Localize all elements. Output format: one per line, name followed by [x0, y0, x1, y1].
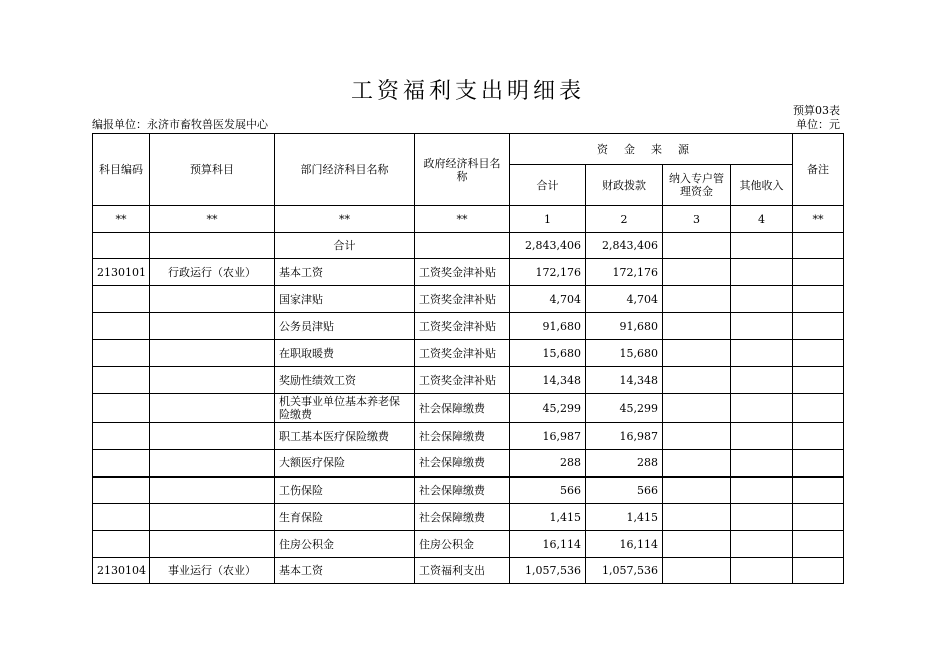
- cell-gov-econ: 社会保障缴费: [415, 504, 510, 531]
- cell-subject: [150, 531, 275, 558]
- cell-total: 4,704: [510, 286, 586, 313]
- cell-subject: [150, 477, 275, 504]
- header-dept-econ: 部门经济科目名称: [275, 134, 415, 206]
- cell-other: [731, 367, 793, 394]
- cell-total: 15,680: [510, 340, 586, 367]
- cell-other: [731, 504, 793, 531]
- cell-code: [93, 313, 150, 340]
- table-row: [93, 367, 844, 394]
- cell-special: [663, 450, 731, 477]
- cell-remark: [793, 340, 844, 367]
- cell-special: [663, 394, 731, 423]
- cell-dept-econ: 住房公积金: [275, 531, 415, 558]
- cell-code: [93, 531, 150, 558]
- cell-subject: 事业运行（农业）: [150, 558, 275, 584]
- cell-remark: [793, 233, 844, 259]
- table-row: [93, 394, 844, 423]
- cell-other: [731, 477, 793, 504]
- cell-code: [93, 233, 150, 259]
- cell-total: 45,299: [510, 394, 586, 423]
- header-funding-source: 资金来源: [510, 134, 793, 165]
- table-row: [93, 340, 844, 367]
- header-fiscal: 财政拨款: [586, 165, 663, 206]
- cell-dept-econ: 公务员津贴: [275, 313, 415, 340]
- page-title: 工资福利支出明细表: [350, 79, 585, 104]
- cell-fiscal: 91,680: [586, 313, 663, 340]
- header-budget-subject: 预算科目: [150, 134, 275, 206]
- cell-remark: [793, 450, 844, 477]
- table-row: [93, 423, 844, 450]
- cell-remark: [793, 286, 844, 313]
- cell-code: 2130101: [93, 259, 150, 286]
- header-gov-econ: 政府经济科目名称: [415, 134, 510, 206]
- table-row: [93, 477, 844, 504]
- reporting-unit: 编报单位：永济市畜牧兽医发展中心: [92, 118, 268, 131]
- cell-code: [93, 477, 150, 504]
- index-cell: **: [415, 206, 510, 233]
- cell-remark: [793, 531, 844, 558]
- cell-subject: [150, 394, 275, 423]
- cell-gov-econ: 工资奖金津补贴: [415, 340, 510, 367]
- cell-fiscal: 1,415: [586, 504, 663, 531]
- cell-total: 14,348: [510, 367, 586, 394]
- cell-special: [663, 558, 731, 584]
- cell-subject: [150, 313, 275, 340]
- cell-code: [93, 394, 150, 423]
- cell-subject: [150, 340, 275, 367]
- index-cell: 2: [586, 206, 663, 233]
- table-row: [93, 531, 844, 558]
- table-row: [93, 450, 844, 477]
- cell-gov-econ: 工资奖金津补贴: [415, 286, 510, 313]
- cell-dept-econ: 在职取暖费: [275, 340, 415, 367]
- cell-subject: [150, 367, 275, 394]
- table-row: [93, 313, 844, 340]
- cell-fiscal: 15,680: [586, 340, 663, 367]
- index-cell: **: [275, 206, 415, 233]
- table-row: [93, 504, 844, 531]
- cell-subject: [150, 504, 275, 531]
- cell-other: [731, 558, 793, 584]
- total-amount: 2,843,406: [510, 233, 586, 259]
- cell-remark: [793, 259, 844, 286]
- index-cell: **: [793, 206, 844, 233]
- cell-dept-econ: 基本工资: [275, 558, 415, 584]
- cell-remark: [793, 313, 844, 340]
- cell-remark: [793, 423, 844, 450]
- cell-special: [663, 477, 731, 504]
- cell-total: 1,057,536: [510, 558, 586, 584]
- cell-special: [663, 423, 731, 450]
- cell-special: [663, 531, 731, 558]
- cell-other: [731, 286, 793, 313]
- cell-fiscal: 1,057,536: [586, 558, 663, 584]
- cell-gov-econ: 社会保障缴费: [415, 423, 510, 450]
- cell-special: [663, 367, 731, 394]
- cell-total: 1,415: [510, 504, 586, 531]
- cell-other: [731, 450, 793, 477]
- cell-dept-econ: 国家津贴: [275, 286, 415, 313]
- cell-subject: [150, 423, 275, 450]
- cell-fiscal: 14,348: [586, 367, 663, 394]
- index-cell: 4: [731, 206, 793, 233]
- index-cell: **: [93, 206, 150, 233]
- cell-other: [731, 313, 793, 340]
- cell-subject: [150, 286, 275, 313]
- cell-total: 172,176: [510, 259, 586, 286]
- index-cell: 3: [663, 206, 731, 233]
- header-subject-code: 科目编码: [93, 134, 150, 206]
- cell-code: [93, 367, 150, 394]
- cell-fiscal: 45,299: [586, 394, 663, 423]
- total-fiscal: 2,843,406: [586, 233, 663, 259]
- cell-dept-econ: 基本工资: [275, 259, 415, 286]
- cell-dept-econ: 奖励性绩效工资: [275, 367, 415, 394]
- total-label: 合计: [275, 233, 415, 259]
- cell-fiscal: 16,987: [586, 423, 663, 450]
- index-cell: 1: [510, 206, 586, 233]
- currency-unit: 单位：元: [796, 118, 840, 131]
- cell-total: 288: [510, 450, 586, 477]
- header-other-income: 其他收入: [731, 165, 793, 206]
- cell-remark: [793, 558, 844, 584]
- cell-dept-econ: 机关事业单位基本养老保险缴费: [275, 394, 415, 423]
- table-row: [93, 286, 844, 313]
- cell-dept-econ: 工伤保险: [275, 477, 415, 504]
- cell-special: [663, 340, 731, 367]
- cell-fiscal: 4,704: [586, 286, 663, 313]
- cell-special: [663, 233, 731, 259]
- cell-other: [731, 394, 793, 423]
- cell-other: [731, 233, 793, 259]
- cell-other: [731, 340, 793, 367]
- cell-subject: 行政运行（农业）: [150, 259, 275, 286]
- cell-gov-econ: 工资奖金津补贴: [415, 367, 510, 394]
- cell-total: 566: [510, 477, 586, 504]
- cell-other: [731, 423, 793, 450]
- cell-remark: [793, 504, 844, 531]
- cell-special: [663, 286, 731, 313]
- cell-remark: [793, 394, 844, 423]
- cell-gov-econ: 社会保障缴费: [415, 450, 510, 477]
- table-row: [93, 259, 844, 286]
- cell-dept-econ: 生育保险: [275, 504, 415, 531]
- cell-remark: [793, 477, 844, 504]
- cell-code: [93, 504, 150, 531]
- cell-gov-econ: 社会保障缴费: [415, 394, 510, 423]
- index-row: [93, 206, 844, 233]
- cell-code: [93, 450, 150, 477]
- cell-gov-econ: 住房公积金: [415, 531, 510, 558]
- cell-fiscal: 16,114: [586, 531, 663, 558]
- cell-code: 2130104: [93, 558, 150, 584]
- total-row: [93, 233, 844, 259]
- cell-remark: [793, 367, 844, 394]
- cell-total: 16,987: [510, 423, 586, 450]
- cell-gov-econ: 工资福利支出: [415, 558, 510, 584]
- cell-total: 91,680: [510, 313, 586, 340]
- cell-dept-econ: 职工基本医疗保险缴费: [275, 423, 415, 450]
- header-remark: 备注: [793, 134, 844, 206]
- cell-fiscal: 288: [586, 450, 663, 477]
- cell-other: [731, 259, 793, 286]
- table-row: [93, 558, 844, 584]
- table-code: 预算03表: [793, 104, 840, 117]
- index-cell: **: [150, 206, 275, 233]
- cell-total: 16,114: [510, 531, 586, 558]
- cell-gov-econ: 社会保障缴费: [415, 477, 510, 504]
- cell-special: [663, 313, 731, 340]
- cell-gov-econ: 工资奖金津补贴: [415, 313, 510, 340]
- cell-code: [93, 286, 150, 313]
- header-total: 合计: [510, 165, 586, 206]
- salary-welfare-table: [92, 133, 844, 584]
- cell-dept-econ: 大额医疗保险: [275, 450, 415, 477]
- cell-subject: [150, 233, 275, 259]
- cell-code: [93, 340, 150, 367]
- cell-fiscal: 566: [586, 477, 663, 504]
- cell-fiscal: 172,176: [586, 259, 663, 286]
- cell-gov-econ: 工资奖金津补贴: [415, 259, 510, 286]
- header-special-fund: 纳入专户管理资金: [663, 165, 731, 206]
- cell-gov: [415, 233, 510, 259]
- cell-special: [663, 504, 731, 531]
- cell-subject: [150, 450, 275, 477]
- cell-special: [663, 259, 731, 286]
- cell-other: [731, 531, 793, 558]
- cell-code: [93, 423, 150, 450]
